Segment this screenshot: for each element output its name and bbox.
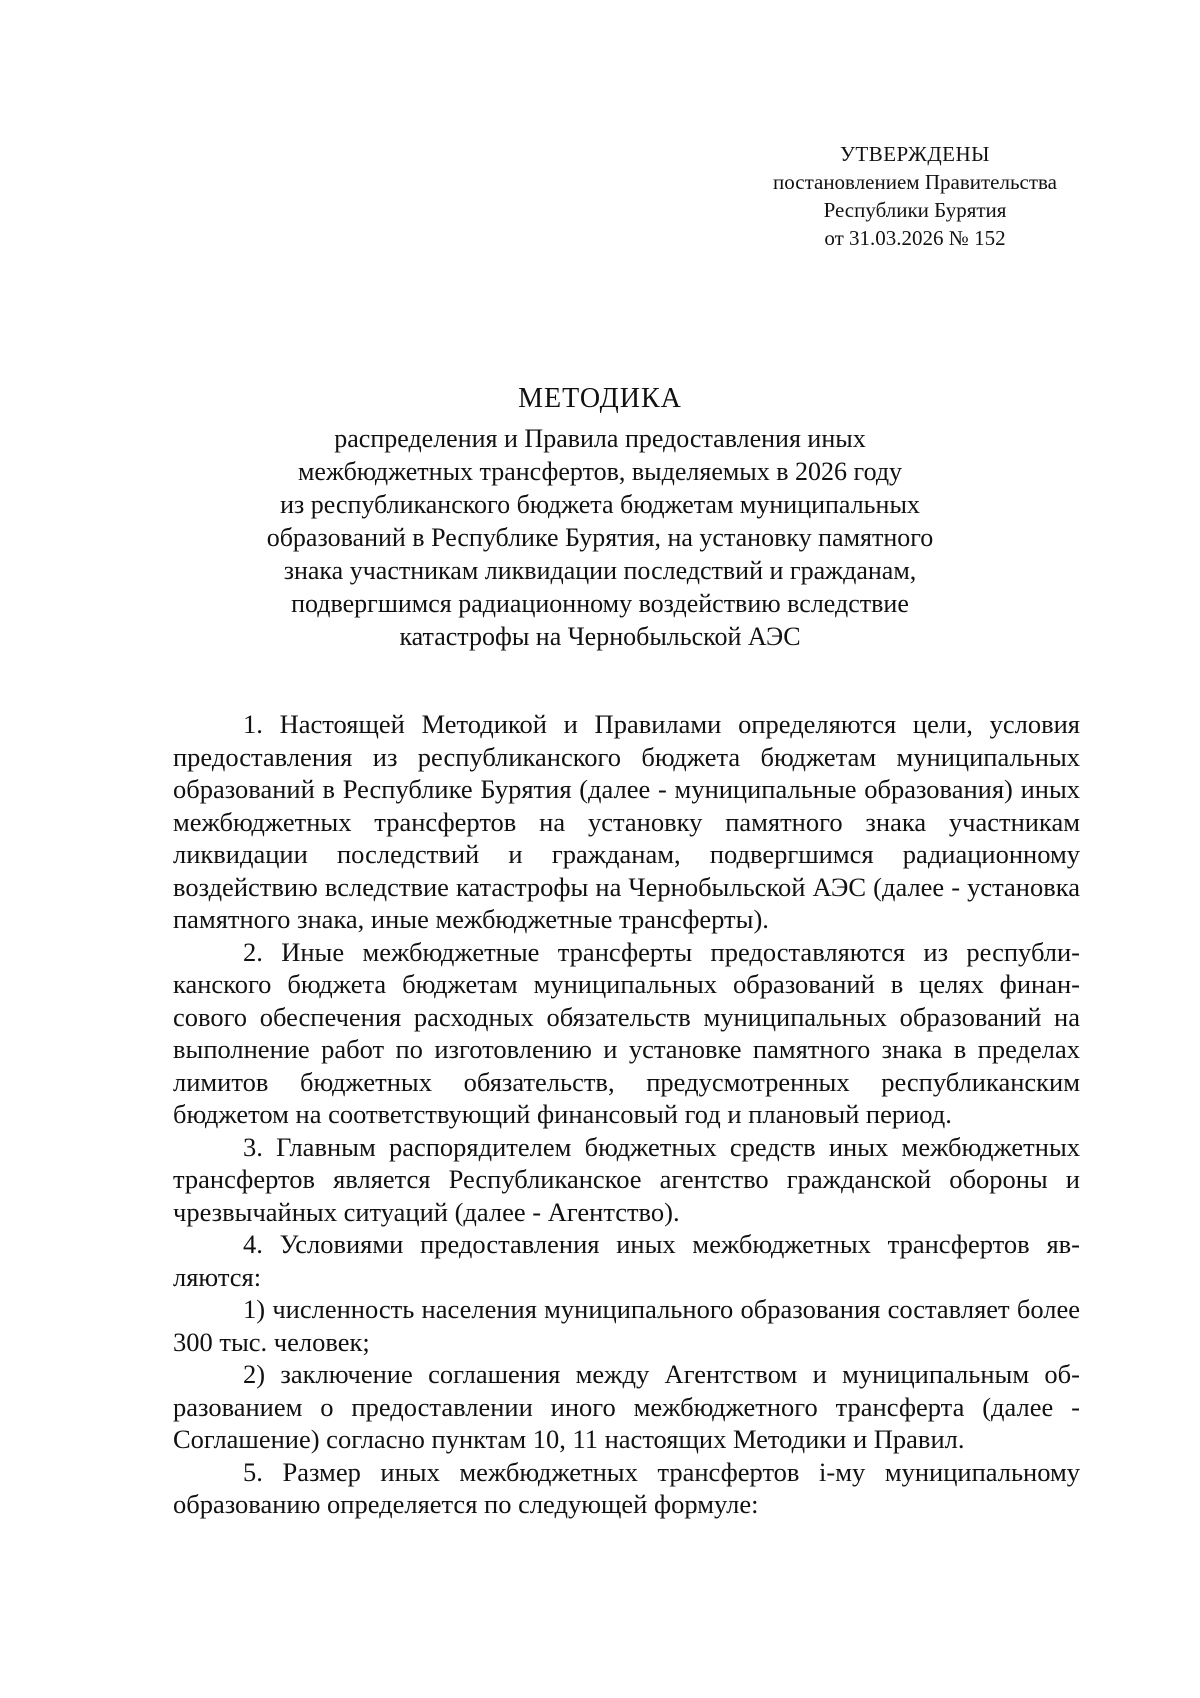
approval-line: постановлением Правительства: [772, 170, 1057, 194]
approval-line: Республики Бурятия: [823, 198, 1007, 222]
paragraph-1: 1. Настоящей Методикой и Правилами определяются цели, условия предоставления из республиканского бюджета бюджетам муниципальных образований в Республике Бурятия (далее - муниципальные образования) иных межбюджетных трансфертов на установку памятного знака участникам ликвидации последствий и гражданам, подвергшимся радиационному воздействию вследствие катастрофы на Чернобыльской АЭС (далее - установка памятного знака, иные межбюджетные трансферты).: [173, 709, 1080, 934]
document-title: [150, 382, 1050, 653]
title-line: знака участникам ликвидации последствий и гражданам,: [283, 556, 917, 585]
title-heading: МЕТОДИКА: [518, 383, 682, 414]
title-line: распределения и Правила предоставления иных: [334, 424, 866, 453]
paragraph-5: 5. Размер иных межбюджетных трансфертов i-му муниципальному образованию определяется по следующей формуле:: [173, 1456, 1080, 1519]
title-line: образований в Республике Бурятия, на установку памятного: [266, 523, 934, 552]
title-line: межбюджетных трансфертов, выделяемых в 2026 году: [297, 457, 903, 486]
paragraph-2: 2. Иные межбюджетные трансферты предоставляются из республиканского бюджета бюджетам муниципальных образований в целях финансового обеспечения расходных обязательств муниципальных образований на выполнение работ по изготовлению и установке памятного знака в пределах лимитов бюджетных обязательств, предусмотренных республиканским бюджетом на соответствующий финансовый год и плановый период.: [173, 936, 1080, 1129]
document-body: [173, 708, 1080, 1521]
approval-heading: УТВЕРЖДЕНЫ: [840, 142, 990, 166]
title-line: из республиканского бюджета бюджетам муниципальных: [280, 490, 920, 519]
approval-stamp: [740, 140, 1090, 252]
title-line: подвергшимся радиационному воздействию вследствие: [291, 589, 909, 618]
title-line: катастрофы на Чернобыльской АЭС: [399, 622, 801, 651]
paragraph-4: 4. Условиями предоставления иных межбюджетных трансфертов являются:: [173, 1229, 1080, 1292]
paragraph-3: 3. Главным распорядителем бюджетных средств иных межбюджетных трансфертов является Республиканское агентство гражданской обороны и чрезвычайных ситуаций (далее - Агентство).: [173, 1131, 1080, 1227]
subitem-4-2: 2) заключение соглашения между Агентством и муниципальным образованием о предоставлении иного межбюджетного трансферта (далее - Соглашение) согласно пунктам 10, 11 настоящих Методики и Правил.: [173, 1359, 1080, 1454]
approval-date-number: от 31.03.2026 № 152: [824, 226, 1006, 250]
subitem-4-1: 1) численность населения муниципального образования составляет более 300 тыс. человек;: [173, 1294, 1080, 1357]
